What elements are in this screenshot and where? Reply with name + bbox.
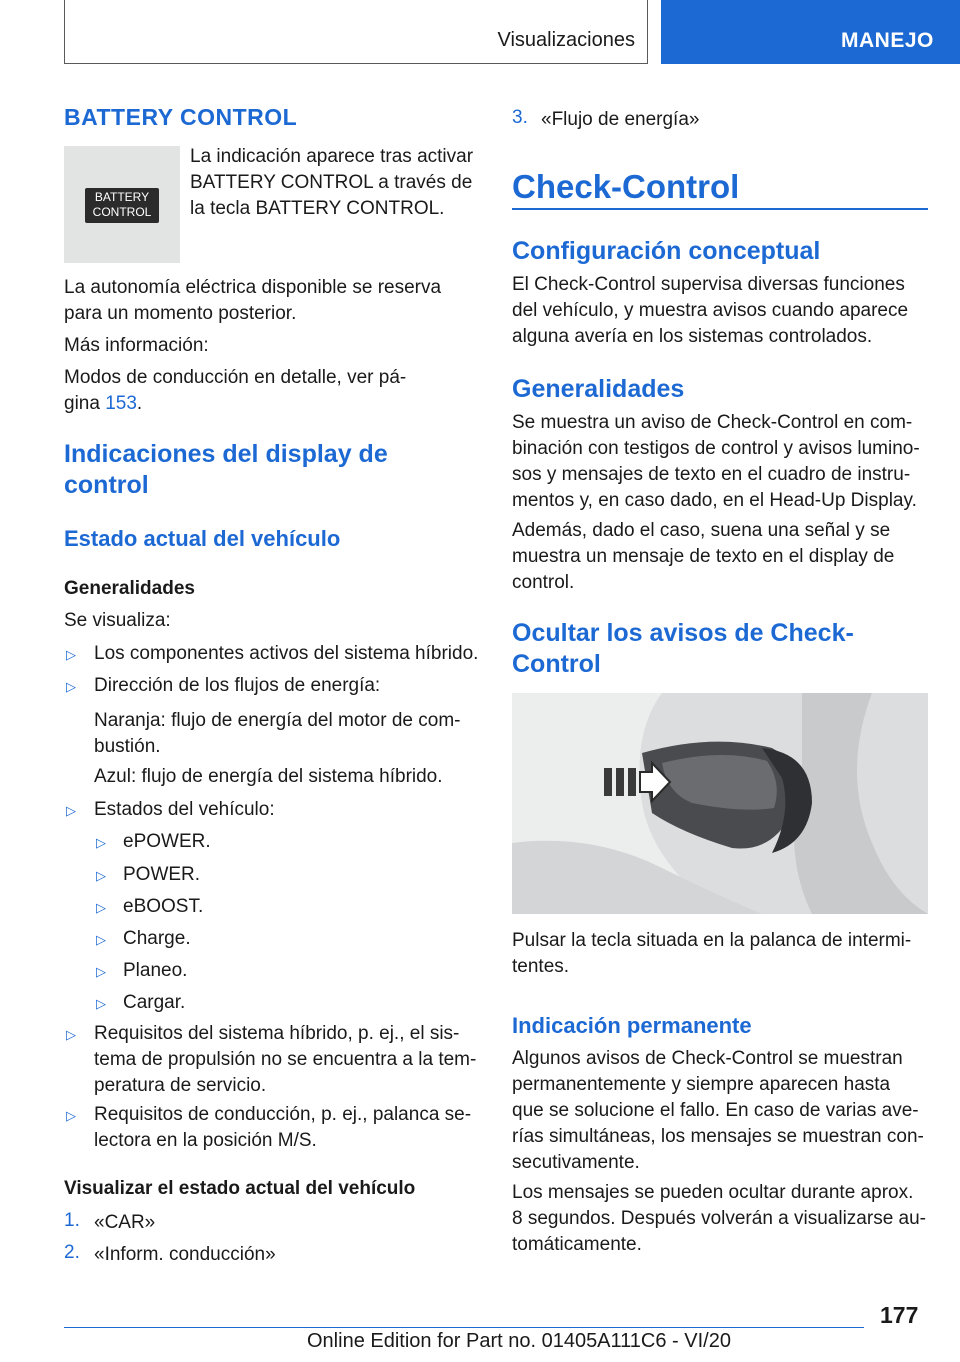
text-line: Se muestra un aviso de Check-Control en com- — [512, 412, 913, 433]
battery-description — [190, 144, 490, 222]
sub-bullet-triangle-icon: ▷ — [96, 996, 106, 1011]
shows-label: Se visualiza: — [64, 610, 171, 631]
heading-line: Ocultar los avisos de Check- — [512, 619, 854, 647]
text-line: del vehículo, y muestra avisos cuando aparece — [512, 300, 909, 321]
text-line: Pulsar la tecla situada en la palanca de intermi- — [512, 930, 912, 951]
battery-desc-line: BATTERY CONTROL a través de — [190, 172, 473, 193]
bullet-energy-flow: Dirección de los flujos de energía: — [94, 675, 381, 696]
text-line: peratura de servicio. — [94, 1075, 267, 1096]
text-line: El Check-Control supervisa diversas funciones — [512, 274, 905, 295]
battery-control-button-icon — [85, 188, 159, 223]
text-line: Los mensajes se pueden ocultar durante aprox. — [512, 1182, 914, 1203]
sub-bullet-triangle-icon: ▷ — [96, 868, 106, 883]
bullet-vehicle-states: Estados del vehículo: — [94, 799, 275, 820]
text-line: muestra un mensaje de texto en el display de — [512, 546, 895, 567]
state-cargar: Cargar. — [123, 992, 186, 1013]
battery-image-label-1: BATTERY — [94, 190, 150, 204]
text-line: Además, dado el caso, suena una señal y se — [512, 520, 891, 541]
step-car: «CAR» — [94, 1212, 156, 1233]
sub-bullet-triangle-icon: ▷ — [96, 835, 106, 850]
hide-warnings-heading — [512, 618, 932, 680]
text-line: Algunos avisos de Check-Control se muestran — [512, 1048, 903, 1069]
step-number: 1. — [64, 1210, 80, 1231]
header-chapter-tab[interactable] — [661, 0, 960, 64]
text-line: tentes. — [512, 956, 570, 977]
battery-control-button-image — [64, 146, 180, 263]
generalities-paragraph — [512, 410, 932, 514]
text-line: mentos y, en caso dado, en el Head-Up Display. — [512, 490, 917, 511]
text-line: tomáticamente. — [512, 1234, 642, 1255]
concept-paragraph — [512, 272, 932, 350]
battery-control-heading: BATTERY CONTROL — [64, 104, 298, 130]
bullet-triangle-icon: ▷ — [66, 1108, 76, 1123]
text-line: que se solucione el fallo. En caso de varias ave- — [512, 1100, 919, 1121]
step-energy-flow: «Flujo de energía» — [541, 109, 700, 130]
header-chapter-label: MANEJO — [841, 29, 934, 52]
state-power: POWER. — [123, 864, 201, 885]
press-key-paragraph — [512, 928, 932, 980]
bullet-active-components: Los componentes activos del sistema híbrido. — [94, 643, 479, 664]
text-fragment: gina — [64, 393, 106, 414]
text-line: control. — [512, 572, 575, 593]
sub-bullet-triangle-icon: ▷ — [96, 932, 106, 947]
energy-flow-blue: Azul: flujo de energía del sistema híbrido. — [94, 766, 443, 787]
view-state-subheading: Visualizar el estado actual del vehículo — [64, 1178, 416, 1199]
display-indications-heading — [64, 439, 494, 501]
page-number: 177 — [880, 1302, 919, 1328]
vehicle-state-heading: Estado actual del vehículo — [64, 526, 341, 551]
bullet-triangle-icon: ▷ — [66, 803, 76, 818]
text-line: La autonomía eléctrica disponible se reserva — [64, 277, 442, 298]
text-line: bustión. — [94, 736, 161, 757]
bullet-triangle-icon: ▷ — [66, 679, 76, 694]
bullet-triangle-icon: ▷ — [66, 1027, 76, 1042]
text-line: secutivamente. — [512, 1152, 640, 1173]
battery-image-label-2: CONTROL — [92, 205, 152, 219]
hide-messages-paragraph — [512, 1180, 932, 1258]
generalities-subheading: Generalidades — [64, 578, 195, 599]
autonomy-paragraph — [64, 275, 494, 327]
footer-edition: Online Edition for Part no. 01405A111C6 - VI/20 — [307, 1330, 731, 1352]
concept-heading: Configuración conceptual — [512, 237, 821, 265]
step-number: 3. — [512, 107, 528, 128]
text-line: Requisitos de conducción, p. ej., palanca se- — [94, 1104, 472, 1125]
more-info-label: Más información: — [64, 335, 209, 356]
state-eboost: eBOOST. — [123, 896, 204, 917]
text-line — [64, 391, 494, 417]
state-charge: Charge. — [123, 928, 191, 949]
text-line: Naranja: flujo de energía del motor de com- — [94, 710, 461, 731]
bullet-hybrid-requirements — [94, 1021, 494, 1099]
text-line: permanentemente y siempre aparecen hasta — [512, 1074, 891, 1095]
title-divider — [512, 208, 928, 210]
text-line: sos y mensajes de texto en el cuadro de instru- — [512, 464, 911, 485]
text-fragment: . — [136, 393, 143, 414]
permanent-indication-heading: Indicación permanente — [512, 1013, 752, 1038]
text-line: 8 segundos. Después volverán a visualizarse au- — [512, 1208, 927, 1229]
battery-desc-line: la tecla BATTERY CONTROL. — [190, 198, 445, 219]
battery-desc-line: La indicación aparece tras activar — [190, 146, 474, 167]
bullet-triangle-icon: ▷ — [66, 647, 76, 662]
heading-line: control — [64, 471, 149, 499]
text-line: alguna avería en los sistemas controlados. — [512, 326, 873, 347]
turn-signal-stalk-illustration — [512, 693, 928, 914]
step-inform-conduccion: «Inform. conducción» — [94, 1244, 276, 1265]
sub-bullet-triangle-icon: ▷ — [96, 900, 106, 915]
permanent-paragraph — [512, 1046, 932, 1176]
text-line: rías simultáneas, los mensajes se muestran con- — [512, 1126, 924, 1147]
heading-line: Indicaciones del display de — [64, 440, 388, 468]
generalities-heading: Generalidades — [512, 375, 685, 403]
text-line: Requisitos del sistema híbrido, p. ej., el sis- — [94, 1023, 460, 1044]
text-line: binación con testigos de control y avisos lumino- — [512, 438, 920, 459]
energy-flow-orange — [94, 708, 494, 760]
bullet-driving-requirements — [94, 1102, 494, 1154]
heading-line: Control — [512, 650, 601, 678]
check-control-title: Check-Control — [512, 168, 740, 205]
header-section-box — [64, 0, 648, 64]
also-paragraph — [512, 518, 932, 596]
sub-bullet-triangle-icon: ▷ — [96, 964, 106, 979]
turn-signal-stalk-image — [512, 693, 928, 914]
text-line: tema de propulsión no se encuentra a la tem- — [94, 1049, 477, 1070]
page-link-153[interactable]: 153 — [105, 393, 137, 414]
header-section-title: Visualizaciones — [497, 29, 635, 51]
step-number: 2. — [64, 1242, 80, 1263]
modes-reference — [64, 365, 494, 417]
state-epower: ePOWER. — [123, 831, 211, 852]
state-planeo: Planeo. — [123, 960, 188, 981]
text-line: lectora en la posición M/S. — [94, 1130, 317, 1151]
text-line: Modos de conducción en detalle, ver pá- — [64, 367, 407, 388]
footer-divider — [64, 1327, 864, 1328]
text-line: para un momento posterior. — [64, 303, 297, 324]
